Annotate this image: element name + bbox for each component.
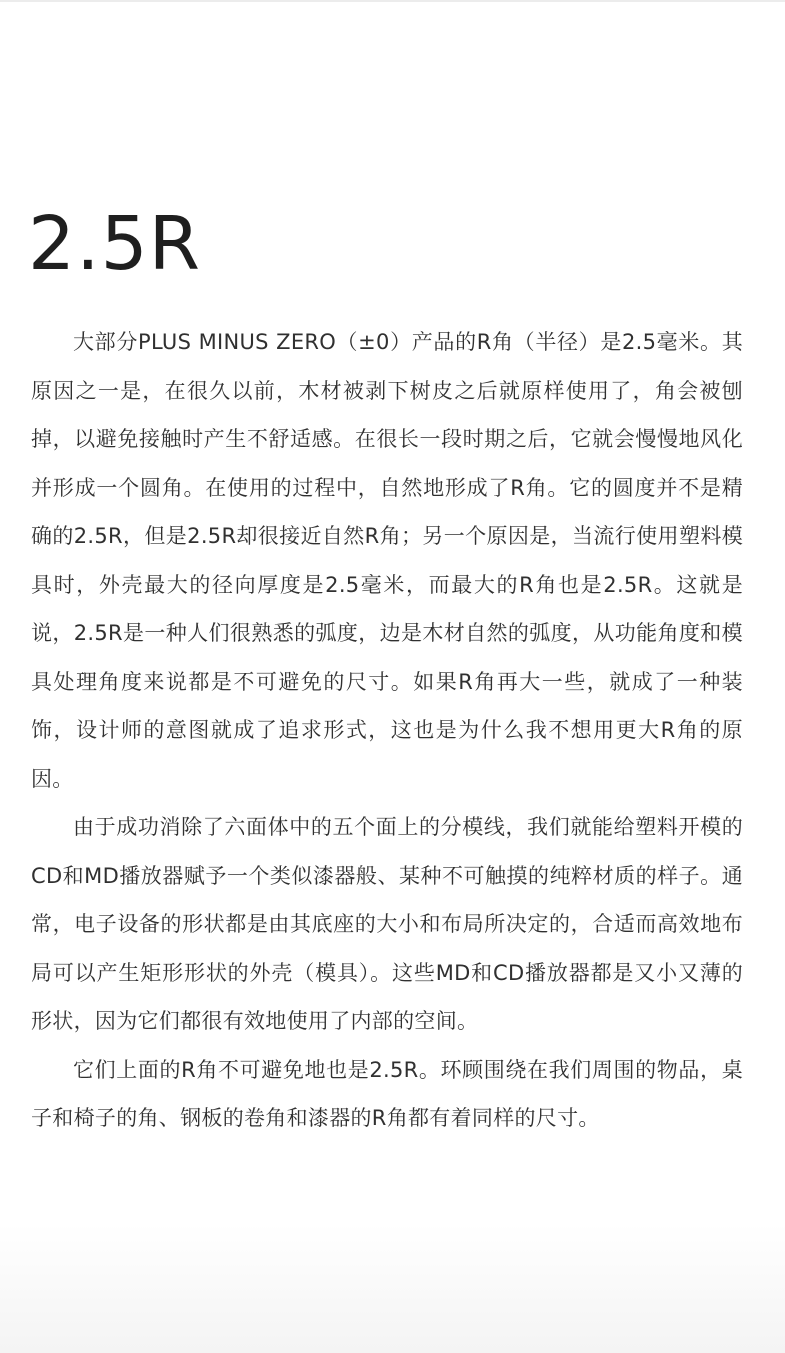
- paragraph-3: 它们上面的R角不可避免地也是2.5R。环顾围绕在我们周围的物品，桌子和椅子的角、钢板的卷角和漆器的R角都有着同样的尺寸。: [31, 1057, 743, 1130]
- paragraph-2: 由于成功消除了六面体中的五个面上的分模线，我们就能给塑料开模的CD和MD播放器赋予一个类似漆器般、某种不可触摸的纯粹材质的样子。通常，电子设备的形状都是由其底座的大小和布局所决定的，合适而高效地布局可以产生矩形形状的外壳（模具）。这些MD和CD播放器都是又小又薄的形状，因为它们都很有效地使用了内部的空间。: [31, 815, 743, 1033]
- bottom-shade: [0, 1223, 785, 1353]
- top-divider: [0, 0, 785, 2]
- page-title: 2.5R: [28, 201, 202, 287]
- paragraph-1: 大部分PLUS MINUS ZERO（±0）产品的R角（半径）是2.5毫米。其原因之一是，在很久以前，木材被剥下树皮之后就原样使用了，角会被刨掉，以避免接触时产生不舒适感。在很长一段时期之后，它就会慢慢地风化并形成一个圆角。在使用的过程中，自然地形成了R角。它的圆度并不是精确的2.5R，但是2.5R却很接近自然R角；另一个原因是，当流行使用塑料模具时，外壳最大的径向厚度是2.5毫米，而最大的R角也是2.5R。这就是说，2.5R是一种人们很熟悉的弧度，边是木材自然的弧度，从功能角度和模具处理角度来说都是不可避免的尺寸。如果R角再大一些，就成了一种装饰，设计师的意图就成了追求形式，这也是为什么我不想用更大R角的原因。: [31, 330, 743, 791]
- article-body: [31, 318, 743, 1143]
